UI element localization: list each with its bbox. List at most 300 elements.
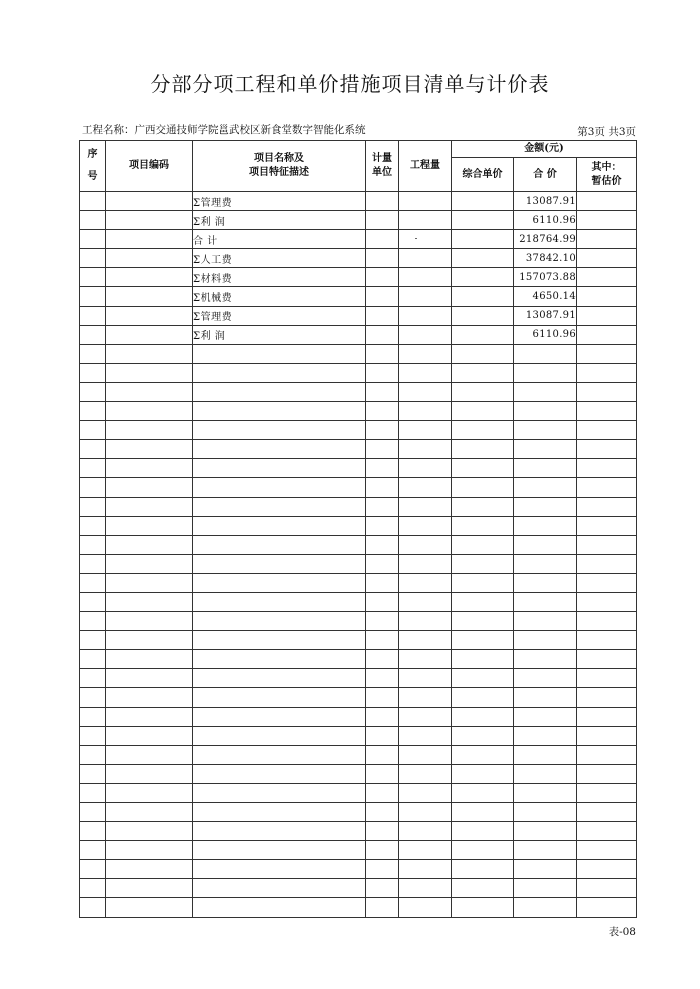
header-name [193,141,366,192]
header-quantity: 工程量 [399,141,452,192]
table-cell [577,497,637,516]
project-name: 工程名称：广西交通技师学院邕武校区新食堂数字智能化系统 [82,124,366,136]
row-item-name [193,554,366,573]
table-cell [106,382,193,401]
table-cell [106,535,193,554]
table-cell [106,707,193,726]
table-cell [577,688,637,707]
table-cell [80,382,106,401]
table-cell [399,688,452,707]
header-amount: 金额(元) [452,141,637,158]
header-estimate [577,158,637,192]
table-cell [106,631,193,650]
table-cell [577,440,637,459]
table-cell [106,592,193,611]
table-cell [366,745,399,764]
table-cell [366,707,399,726]
table-cell [399,650,452,669]
table-cell [80,268,106,287]
table-cell [577,306,637,325]
row-item-name: 合 计 [193,230,366,249]
table-row [80,631,637,650]
header-seq-bottom: 号 [87,171,98,182]
table-cell [452,459,514,478]
table-cell [366,612,399,631]
row-item-name [193,669,366,688]
row-item-name [193,688,366,707]
header-name-line1: 项目名称及 [254,153,304,164]
table-cell [106,363,193,382]
table-cell [366,478,399,497]
table-cell [106,688,193,707]
table-cell [452,631,514,650]
row-total: 13087.91 [514,306,577,325]
table-cell [80,783,106,802]
table-row [80,249,637,268]
form-number: 表-08 [608,926,636,938]
table-cell [366,211,399,230]
row-item-name [193,382,366,401]
table-cell [399,841,452,860]
row-item-name [193,459,366,478]
row-total [514,554,577,573]
table-cell [106,573,193,592]
table-cell [452,344,514,363]
table-cell [80,879,106,898]
table-cell [452,841,514,860]
table-cell [399,554,452,573]
table-cell [577,478,637,497]
table-cell [577,745,637,764]
table-cell [80,402,106,421]
header-unit [366,141,399,192]
table-cell [577,707,637,726]
table-cell [366,573,399,592]
table-cell [577,573,637,592]
table-cell [399,344,452,363]
table-cell [106,841,193,860]
table-cell [106,325,193,344]
table-cell [80,230,106,249]
row-item-name: Σ材料费 [193,268,366,287]
table-cell [80,745,106,764]
row-total [514,421,577,440]
table-row [80,382,637,401]
row-item-name [193,879,366,898]
table-cell [366,783,399,802]
table-cell [577,363,637,382]
table-row [80,803,637,822]
table-cell [366,497,399,516]
table-cell [452,592,514,611]
table-cell [366,650,399,669]
table-cell [399,669,452,688]
table-cell [452,803,514,822]
table-row [80,421,637,440]
table-cell [106,459,193,478]
table-cell [80,535,106,554]
table-cell [577,860,637,879]
row-total [514,688,577,707]
row-total [514,764,577,783]
table-cell [366,440,399,459]
table-cell [399,803,452,822]
table-cell [80,516,106,535]
row-item-name: Σ人工费 [193,249,366,268]
table-cell [106,440,193,459]
table-cell [366,382,399,401]
table-cell [80,841,106,860]
table-cell [452,783,514,802]
table-cell [452,898,514,917]
table-cell [80,287,106,306]
table-cell [577,631,637,650]
table-cell [452,382,514,401]
table-cell [106,478,193,497]
table-cell [399,459,452,478]
table-cell [577,612,637,631]
table-row [80,344,637,363]
header-seq [80,141,106,192]
header-seq-top: 序 [87,149,98,160]
header-unit-price: 综合单价 [452,158,514,192]
table-row [80,268,637,287]
row-item-name: Σ管理费 [193,306,366,325]
stray-mark [415,238,417,239]
table-cell [366,421,399,440]
row-item-name [193,764,366,783]
table-cell [80,688,106,707]
table-cell [106,421,193,440]
table-cell [399,440,452,459]
header-estimate-line2: 暂估价 [591,175,622,187]
table-cell [452,325,514,344]
row-total [514,478,577,497]
row-total [514,592,577,611]
table-cell [452,650,514,669]
table-row [80,211,637,230]
table-cell [80,631,106,650]
table-cell [366,841,399,860]
table-cell [399,783,452,802]
table-row [80,707,637,726]
table-row [80,535,637,554]
table-cell [366,554,399,573]
table-cell [80,707,106,726]
table-cell [577,382,637,401]
table-row [80,325,637,344]
table-cell [366,459,399,478]
row-item-name [193,402,366,421]
table-row [80,612,637,631]
table-cell [366,402,399,421]
table-cell [452,402,514,421]
table-cell [452,688,514,707]
table-cell [366,363,399,382]
table-cell [366,764,399,783]
header-estimate-line1: 其中： [591,161,622,173]
table-cell [399,860,452,879]
table-cell [80,363,106,382]
table-cell [452,879,514,898]
table-row [80,230,637,249]
table-cell [366,230,399,249]
table-row [80,516,637,535]
table-cell [452,287,514,306]
table-cell [80,325,106,344]
table-cell [106,306,193,325]
table-cell [452,612,514,631]
table-cell [366,669,399,688]
table-cell [106,287,193,306]
row-item-name [193,650,366,669]
table-cell [577,230,637,249]
row-item-name [193,344,366,363]
table-cell [452,478,514,497]
table-cell [366,192,399,211]
page-info: 第3页 共3页 [577,126,636,138]
table-cell [366,726,399,745]
table-row [80,879,637,898]
table-cell [366,516,399,535]
row-total [514,402,577,421]
table-row [80,440,637,459]
table-cell [80,860,106,879]
row-total: 218764.99 [514,230,577,249]
table-cell [399,382,452,401]
table-cell [577,211,637,230]
table-cell [452,268,514,287]
table-row [80,363,637,382]
table-cell [452,516,514,535]
table-cell [80,344,106,363]
row-total [514,822,577,841]
table-cell [452,192,514,211]
table-cell [80,822,106,841]
table-cell [399,631,452,650]
row-item-name [193,497,366,516]
row-total [514,382,577,401]
table-cell [452,211,514,230]
table-cell [106,783,193,802]
table-cell [452,822,514,841]
table-cell [577,535,637,554]
table-row [80,192,637,211]
table-cell [80,249,106,268]
table-cell [577,764,637,783]
table-cell [577,726,637,745]
table-row [80,592,637,611]
row-total: 157073.88 [514,268,577,287]
row-total [514,783,577,802]
table-cell [106,268,193,287]
row-item-name: Σ利 润 [193,211,366,230]
table-cell [106,879,193,898]
table-cell [106,860,193,879]
header-unit-line2: 单位 [372,167,392,178]
row-item-name [193,898,366,917]
row-total [514,535,577,554]
row-total: 6110.96 [514,211,577,230]
table-cell [106,669,193,688]
table-cell [399,592,452,611]
table-cell [452,764,514,783]
table-cell [577,325,637,344]
table-row [80,860,637,879]
table-cell [452,726,514,745]
table-cell [399,898,452,917]
table-cell [80,478,106,497]
row-total [514,440,577,459]
row-total [514,650,577,669]
table-cell [452,230,514,249]
table-cell [399,421,452,440]
table-cell [106,612,193,631]
table-cell [80,803,106,822]
table-cell [106,192,193,211]
table-row [80,783,637,802]
table-row [80,402,637,421]
table-cell [399,707,452,726]
row-item-name [193,440,366,459]
table-cell [80,554,106,573]
row-item-name [193,726,366,745]
table-cell [366,879,399,898]
table-cell [452,745,514,764]
row-item-name [193,516,366,535]
row-item-name [193,363,366,382]
row-total [514,879,577,898]
table-cell [452,249,514,268]
table-row [80,459,637,478]
row-total [514,860,577,879]
table-cell [452,440,514,459]
table-cell [577,268,637,287]
table-cell [577,841,637,860]
row-total: 6110.96 [514,325,577,344]
table-body [80,192,637,918]
table-cell [399,573,452,592]
row-total [514,612,577,631]
row-item-name [193,745,366,764]
table-cell [577,803,637,822]
row-total [514,803,577,822]
table-cell [452,707,514,726]
table-cell [452,573,514,592]
row-item-name [193,535,366,554]
row-total [514,459,577,478]
table-cell [399,402,452,421]
table-cell [366,860,399,879]
row-item-name [193,573,366,592]
table-row [80,764,637,783]
table-cell [106,803,193,822]
table-cell [80,440,106,459]
header-total: 合 价 [514,158,577,192]
table-cell [106,650,193,669]
row-item-name [193,631,366,650]
table-cell [452,497,514,516]
table-cell [106,211,193,230]
table-row [80,669,637,688]
row-total [514,898,577,917]
table-row [80,573,637,592]
row-total [514,344,577,363]
table-cell [577,421,637,440]
row-total [514,707,577,726]
table-cell [366,535,399,554]
table-cell [399,516,452,535]
table-cell [366,306,399,325]
row-item-name [193,783,366,802]
table-cell [399,535,452,554]
table-cell [106,230,193,249]
table-cell [577,898,637,917]
row-total [514,363,577,382]
table-cell [366,287,399,306]
row-total: 4650.14 [514,287,577,306]
table-cell [399,363,452,382]
table-cell [80,726,106,745]
table-cell [366,592,399,611]
table-cell [577,879,637,898]
row-total: 13087.91 [514,192,577,211]
table-cell [399,764,452,783]
table-cell [106,497,193,516]
row-item-name [193,421,366,440]
table-cell [399,211,452,230]
table-cell [106,726,193,745]
table-cell [399,306,452,325]
table-cell [366,688,399,707]
table-cell [80,669,106,688]
row-item-name [193,478,366,497]
table-row [80,726,637,745]
row-item-name [193,803,366,822]
row-item-name [193,612,366,631]
table-cell [577,650,637,669]
table-cell [577,402,637,421]
row-total: 37842.10 [514,249,577,268]
table-cell [577,822,637,841]
table-cell [106,745,193,764]
table-cell [106,402,193,421]
row-item-name [193,841,366,860]
table-row [80,822,637,841]
table-cell [366,803,399,822]
table-cell [399,287,452,306]
table-cell [452,860,514,879]
table-cell [80,459,106,478]
table-cell [366,631,399,650]
table-cell [577,783,637,802]
table-cell [452,669,514,688]
table-cell [80,192,106,211]
table-cell [399,478,452,497]
table-cell [452,554,514,573]
table-cell [577,516,637,535]
table-row [80,898,637,917]
table-cell [399,879,452,898]
table-cell [366,268,399,287]
table-cell [366,325,399,344]
table-cell [577,592,637,611]
table-cell [106,764,193,783]
header-code: 项目编码 [106,141,193,192]
row-item-name [193,592,366,611]
row-item-name: Σ管理费 [193,192,366,211]
row-item-name [193,822,366,841]
